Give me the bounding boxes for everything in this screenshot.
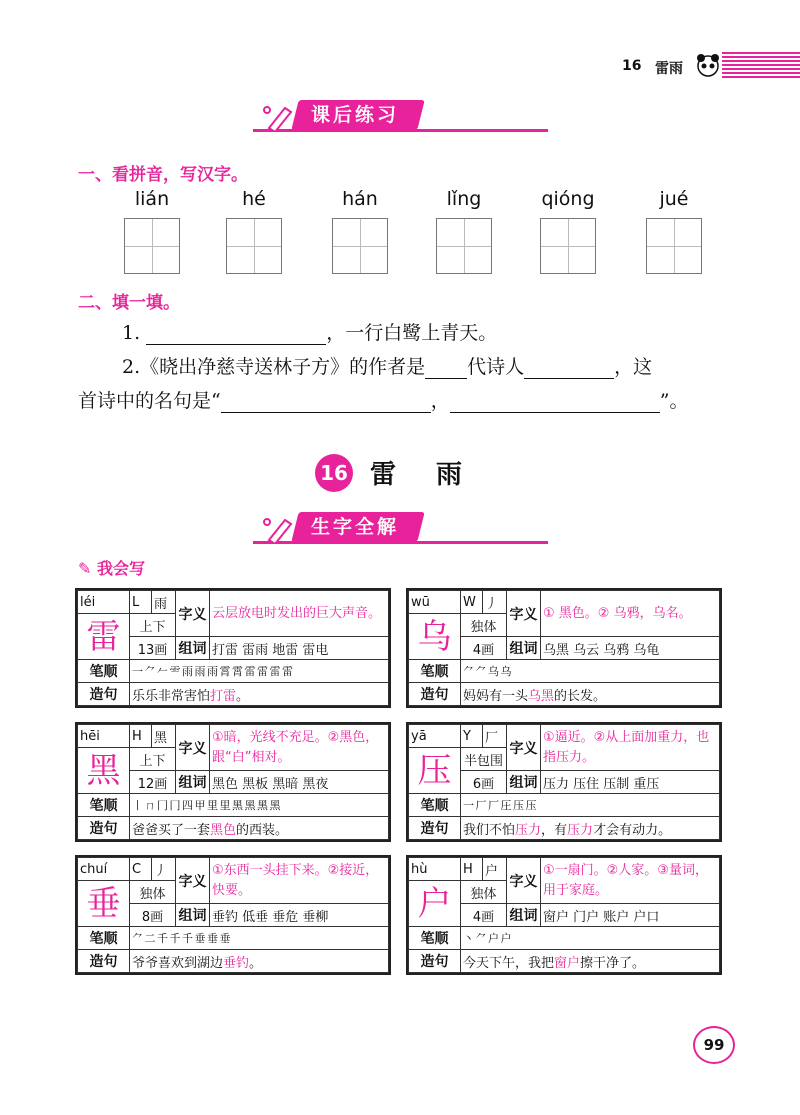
panda-mascot-icon bbox=[694, 52, 722, 78]
pinyin-label: lián bbox=[134, 188, 170, 210]
words-label: 组词 bbox=[507, 771, 541, 794]
sentence-text: 。 bbox=[249, 955, 263, 971]
card-words: 窗户 门户 账户 户口 bbox=[541, 904, 720, 927]
character-card bbox=[75, 588, 391, 708]
words-label: 组词 bbox=[176, 771, 210, 794]
pinyin-label: hán bbox=[342, 188, 378, 210]
character-card bbox=[406, 588, 722, 708]
card-structure: 独体 bbox=[461, 881, 507, 904]
card-words: 打雷 雷雨 地雷 雷电 bbox=[210, 637, 389, 660]
pinyin-label: jué bbox=[659, 188, 689, 210]
card-pinyin: yā bbox=[409, 725, 461, 748]
sentence-label: 造句 bbox=[78, 950, 130, 973]
sentence-label: 造句 bbox=[409, 817, 461, 840]
sentence-text: 今天下午，我把 bbox=[463, 955, 555, 971]
ex2-question-2 bbox=[122, 352, 652, 379]
card-sentence bbox=[461, 683, 720, 706]
card-meaning: ①一扇门。②人家。③量词，用于家庭。 bbox=[541, 858, 720, 904]
card-meaning: ①逼近。②从上面加重力，也指压力。 bbox=[541, 725, 720, 771]
card-structure: 独体 bbox=[130, 881, 176, 904]
meaning-label: 字义 bbox=[176, 858, 210, 904]
header-lesson-number: 16 bbox=[622, 58, 642, 74]
q2-text-b: 代诗人 bbox=[467, 356, 525, 378]
sentence-highlight: 垂钓 bbox=[223, 955, 250, 971]
card-sentence bbox=[461, 950, 720, 973]
card-character: 压 bbox=[409, 748, 461, 794]
card-radical: 丿 bbox=[483, 591, 507, 614]
card-radical: 户 bbox=[483, 858, 507, 881]
sentence-highlight: 压力 bbox=[515, 822, 542, 838]
meaning-label: 字义 bbox=[176, 591, 210, 637]
meaning-label: 字义 bbox=[507, 858, 541, 904]
card-pinyin: wū bbox=[409, 591, 461, 614]
card-sentence bbox=[130, 817, 389, 840]
writing-box[interactable] bbox=[226, 218, 282, 274]
q1-suffix: ，一行白鹭上青天。 bbox=[326, 322, 498, 344]
ex1-heading: 一、看拼音，写汉字。 bbox=[78, 165, 248, 185]
sentence-text: 擦干净了。 bbox=[580, 955, 646, 971]
sentence-text: 妈妈有一头 bbox=[463, 688, 529, 704]
card-strokes: 6画 bbox=[461, 771, 507, 794]
q2-blank-line1[interactable] bbox=[221, 392, 431, 413]
pen-icon bbox=[261, 102, 295, 132]
words-label: 组词 bbox=[176, 904, 210, 927]
card-stroke-order: ⼀ ⺈ 𠂉 ⻗ 雨 雨 雨 霄 霄 雷 雷 雷 雷 bbox=[130, 660, 389, 683]
card-character: 雷 bbox=[78, 614, 130, 660]
sentence-label: 造句 bbox=[409, 683, 461, 706]
card-letter: Y bbox=[461, 725, 483, 748]
stroke-label: 笔顺 bbox=[409, 660, 461, 683]
pencil-icon: ✎ bbox=[78, 559, 92, 578]
card-character: 垂 bbox=[78, 881, 130, 927]
pinyin-label: lǐng bbox=[446, 188, 482, 210]
chars-banner bbox=[253, 512, 548, 546]
sentence-text: 。 bbox=[236, 688, 250, 704]
sentence-label: 造句 bbox=[78, 817, 130, 840]
practice-banner-title: 课后练习 bbox=[311, 104, 400, 126]
words-label: 组词 bbox=[176, 637, 210, 660]
card-radical: 丿 bbox=[152, 858, 176, 881]
sentence-text: 爷爷喜欢到湖边 bbox=[132, 955, 224, 971]
writing-box[interactable] bbox=[436, 218, 492, 274]
sentence-highlight: 窗户 bbox=[554, 955, 581, 971]
q2-text-f: ”。 bbox=[659, 390, 689, 412]
card-radical: 雨 bbox=[152, 591, 176, 614]
card-meaning: ①东西一头挂下来。②接近，快要。 bbox=[210, 858, 389, 904]
stroke-label: 笔顺 bbox=[78, 927, 130, 950]
q2-blank-dynasty[interactable] bbox=[425, 358, 467, 379]
stroke-label: 笔顺 bbox=[409, 794, 461, 817]
card-sentence bbox=[461, 817, 720, 840]
sentence-text: 的长发。 bbox=[554, 688, 607, 704]
card-stroke-order: 丨 ㄇ 冂 冂 四 甲 里 里 黑 黑 黑 黑 bbox=[130, 794, 389, 817]
card-character: 户 bbox=[409, 881, 461, 927]
writing-box[interactable] bbox=[332, 218, 388, 274]
q2-text-e: ， bbox=[430, 390, 450, 412]
card-words: 压力 压住 压制 重压 bbox=[541, 771, 720, 794]
sentence-highlight: 打雷 bbox=[210, 688, 237, 704]
card-meaning: 云层放电时发出的巨大声音。 bbox=[210, 591, 389, 637]
card-letter: W bbox=[461, 591, 483, 614]
card-words: 乌黑 乌云 乌鸦 乌龟 bbox=[541, 637, 720, 660]
card-strokes: 8画 bbox=[130, 904, 176, 927]
writing-box[interactable] bbox=[540, 218, 596, 274]
stroke-label: 笔顺 bbox=[78, 660, 130, 683]
card-character: 黑 bbox=[78, 748, 130, 794]
card-letter: H bbox=[461, 858, 483, 881]
lesson-number-badge: 16 bbox=[315, 454, 353, 492]
card-radical: 厂 bbox=[483, 725, 507, 748]
q2-text-d: 首诗中的名句是“ bbox=[78, 390, 221, 412]
card-sentence bbox=[130, 950, 389, 973]
practice-banner bbox=[253, 100, 548, 134]
stroke-label: 笔顺 bbox=[78, 794, 130, 817]
sentence-text: 才会有动力。 bbox=[593, 822, 672, 838]
character-card bbox=[406, 722, 722, 842]
character-card bbox=[75, 722, 391, 842]
meaning-label: 字义 bbox=[176, 725, 210, 771]
sentence-highlight: 乌黑 bbox=[528, 688, 555, 704]
q2-text-a: 2.《晓出净慈寺送林子方》的作者是 bbox=[122, 356, 426, 378]
card-structure: 半包围 bbox=[461, 748, 507, 771]
card-pinyin: chuí bbox=[78, 858, 130, 881]
card-radical: 黑 bbox=[152, 725, 176, 748]
sentence-text: 乐乐非常害怕 bbox=[132, 688, 211, 704]
q2-text-c: ，这 bbox=[614, 356, 653, 378]
sentence-highlight: 黑色 bbox=[210, 822, 237, 838]
section-label bbox=[78, 556, 145, 579]
card-structure: 上下 bbox=[130, 748, 176, 771]
card-strokes: 13画 bbox=[130, 637, 176, 660]
card-stroke-order: ⺈ 二 千 千 千 垂 垂 垂 bbox=[130, 927, 389, 950]
sentence-text: 的西装。 bbox=[236, 822, 289, 838]
q1-prefix: 1. bbox=[122, 322, 141, 344]
sentence-highlight: 压力 bbox=[567, 822, 594, 838]
ex2-question-2-line2 bbox=[78, 386, 688, 413]
meaning-label: 字义 bbox=[507, 725, 541, 771]
card-structure: 独体 bbox=[461, 614, 507, 637]
q2-blank-line2[interactable] bbox=[450, 392, 660, 413]
header-stripes bbox=[722, 52, 800, 78]
sentence-text: 爸爸买了一套 bbox=[132, 822, 211, 838]
lesson-title: 雷雨 bbox=[370, 460, 503, 490]
pen-icon bbox=[261, 514, 295, 544]
sentence-text: ，有 bbox=[541, 822, 568, 838]
pinyin-label: hé bbox=[242, 188, 266, 210]
card-character: 乌 bbox=[409, 614, 461, 660]
ex2-question-1 bbox=[122, 318, 497, 345]
page-number: 99 bbox=[693, 1026, 735, 1064]
pinyin-label: qióng bbox=[541, 188, 595, 210]
card-stroke-order: 一 厂 厂 圧 压 压 bbox=[461, 794, 720, 817]
card-structure: 上下 bbox=[130, 614, 176, 637]
card-pinyin: hù bbox=[409, 858, 461, 881]
sentence-text: 我们不怕 bbox=[463, 822, 516, 838]
header-lesson-title: 雷雨 bbox=[655, 61, 683, 77]
ex2-heading: 二、填一填。 bbox=[78, 293, 180, 313]
section-label-text: 我会写 bbox=[96, 559, 145, 578]
card-letter: C bbox=[130, 858, 152, 881]
character-card bbox=[406, 855, 722, 975]
card-meaning: ①暗，光线不充足。②黑色，跟“白”相对。 bbox=[210, 725, 389, 771]
character-card bbox=[75, 855, 391, 975]
card-stroke-order: ⺈ ⺈ 乌 乌 bbox=[461, 660, 720, 683]
chars-banner-title: 生字全解 bbox=[311, 516, 400, 538]
card-sentence bbox=[130, 683, 389, 706]
card-letter: L bbox=[130, 591, 152, 614]
card-words: 垂钓 低垂 垂危 垂柳 bbox=[210, 904, 389, 927]
card-letter: H bbox=[130, 725, 152, 748]
q1-blank[interactable] bbox=[146, 324, 326, 345]
card-strokes: 12画 bbox=[130, 771, 176, 794]
card-meaning: ① 黑色。② 乌鸦，乌名。 bbox=[541, 591, 720, 637]
sentence-label: 造句 bbox=[78, 683, 130, 706]
writing-box[interactable] bbox=[124, 218, 180, 274]
card-stroke-order: 丶 ⺈ 户 户 bbox=[461, 927, 720, 950]
words-label: 组词 bbox=[507, 637, 541, 660]
card-words: 黑色 黑板 黑暗 黑夜 bbox=[210, 771, 389, 794]
words-label: 组词 bbox=[507, 904, 541, 927]
stroke-label: 笔顺 bbox=[409, 927, 461, 950]
card-pinyin: léi bbox=[78, 591, 130, 614]
q2-blank-poet[interactable] bbox=[524, 358, 614, 379]
card-pinyin: hēi bbox=[78, 725, 130, 748]
writing-box[interactable] bbox=[646, 218, 702, 274]
meaning-label: 字义 bbox=[507, 591, 541, 637]
card-strokes: 4画 bbox=[461, 637, 507, 660]
sentence-label: 造句 bbox=[409, 950, 461, 973]
card-strokes: 4画 bbox=[461, 904, 507, 927]
